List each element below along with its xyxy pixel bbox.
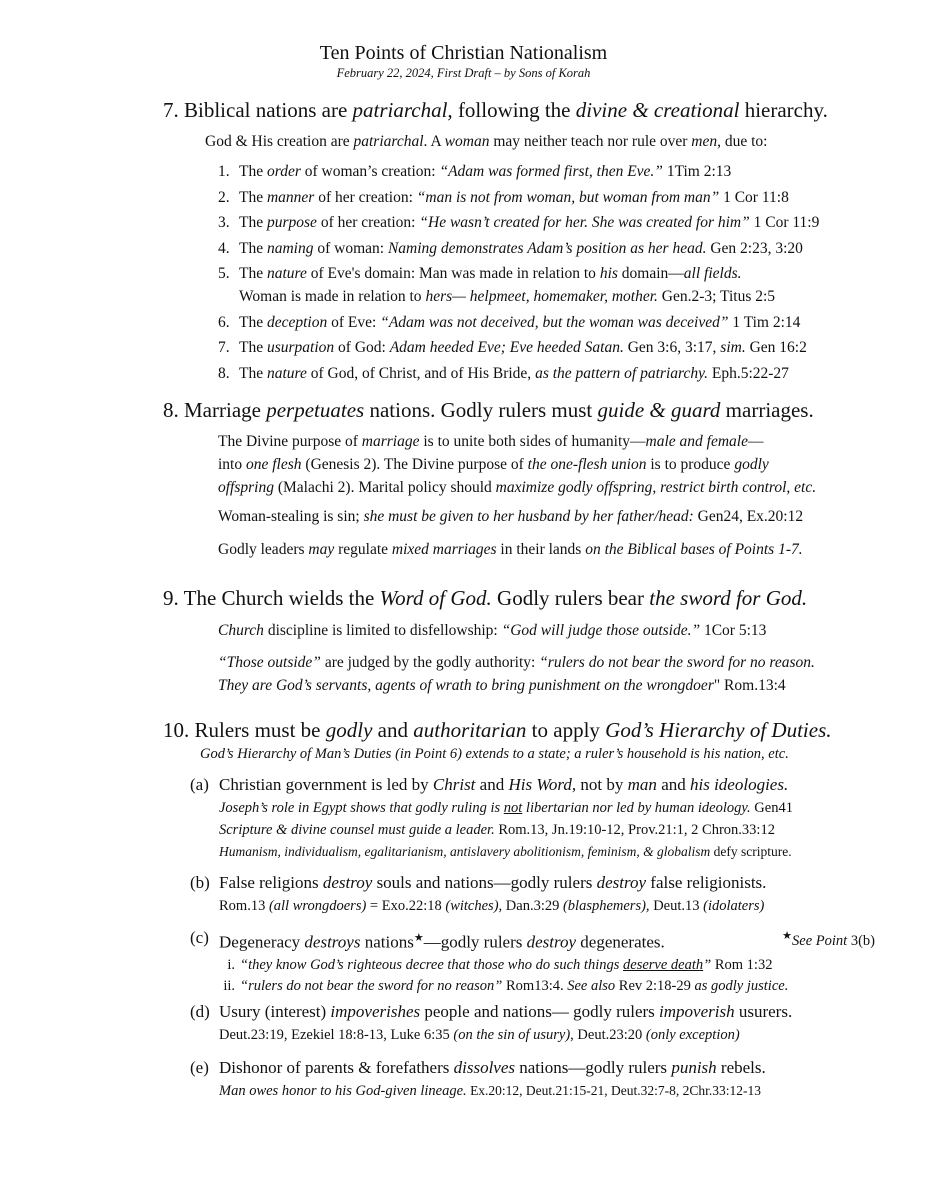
paragraph-line — [218, 651, 815, 674]
emph: See also — [567, 977, 616, 994]
item-number: 1. — [218, 163, 230, 180]
quote: “rulers do not bear the sword for no reason” — [240, 977, 503, 994]
item-text: of Eve's domain: Man was made in relation to — [306, 265, 600, 282]
quote: “rulers do not bear the sword for no reason. — [539, 654, 815, 671]
emph: may — [308, 541, 335, 558]
quote: “God will judge those outside.” — [501, 622, 701, 639]
emph: one flesh — [246, 456, 302, 473]
point-7-heading-emph: patriarchal, — [352, 98, 453, 122]
document-title: Ten Points of Christian Nationalism — [319, 42, 608, 64]
item-sub-line — [219, 895, 766, 917]
quote: “Those outside” — [218, 654, 321, 671]
item-emph: usurpation — [266, 339, 335, 356]
item-emph: all fields. — [683, 265, 742, 282]
item-text: The — [239, 364, 267, 382]
point-9-heading-emph: Word of God. — [379, 586, 492, 610]
point-10-heading-text: to apply — [526, 718, 606, 742]
reference: Deut.13 — [649, 898, 704, 914]
point-8-heading — [163, 398, 814, 423]
reference: " Rom.13:4 — [713, 677, 786, 694]
item-text: domain— — [617, 265, 684, 282]
item-main-line — [219, 773, 793, 797]
emph: destroy — [322, 873, 373, 892]
item-number: 8. — [218, 364, 230, 382]
roman-label: i. — [227, 956, 235, 973]
intro-emph: patriarchal — [353, 133, 424, 150]
text: Woman-stealing is sin; — [218, 508, 364, 525]
emph: His Word, — [508, 775, 577, 794]
item-emph: Adam heeded Eve; Eve heeded Satan. — [389, 339, 624, 356]
text: Christian government is led by — [219, 775, 433, 794]
point-9-paragraph — [218, 651, 815, 697]
roman-label: ii. — [223, 977, 235, 994]
list-item — [218, 362, 838, 385]
emph: destroys — [304, 932, 361, 952]
emph: punish — [671, 1058, 717, 1077]
text: — — [747, 433, 764, 450]
item-emph: deception — [266, 313, 328, 331]
point-7-heading-text: hierarchy. — [739, 98, 828, 122]
point-9-heading — [163, 586, 807, 611]
list-item — [218, 336, 838, 359]
item-main-line — [219, 1000, 792, 1024]
emph: mixed marriages — [391, 541, 497, 558]
emph-underlined: not — [503, 800, 523, 816]
reference: Rom.13, Jn.19:10-12, Prov.21:1, 2 Chron.33:12 — [494, 822, 775, 838]
reference: Rom.13 — [219, 898, 269, 914]
emph: (all wrongdoers) — [268, 898, 367, 914]
roman-item — [219, 955, 870, 976]
emph: impoverish — [659, 1002, 735, 1021]
text: regulate — [334, 541, 392, 558]
point-10-heading-text: 10. Rulers must be — [163, 718, 326, 742]
text: not by — [576, 775, 628, 794]
item-main-line — [219, 926, 870, 955]
item-label: (b) — [190, 873, 210, 892]
paragraph-line — [218, 453, 816, 476]
item-text: The — [239, 163, 267, 180]
item-quote: “man is not from woman, but woman from man” — [416, 188, 720, 206]
intro-emph: men — [691, 133, 718, 150]
text: and — [656, 775, 690, 794]
text: is to unite both sides of humanity— — [419, 433, 646, 450]
document-subtitle: February 22, 2024, First Draft – by Sons of Korah — [336, 66, 591, 80]
reference: , Deut.23:20 — [570, 1027, 646, 1043]
item-reference: 1 Cor 11:8 — [719, 188, 789, 206]
item-label: (e) — [190, 1058, 209, 1077]
emph: Joseph’s role in Egypt shows that godly ruling is — [219, 800, 504, 816]
item-reference: Gen.2-3; Titus 2:5 — [657, 288, 776, 305]
emph: male and female — [645, 433, 748, 450]
point-8-heading-emph: guide & guard — [597, 398, 721, 422]
point-7-list — [218, 160, 838, 387]
text: nations — [360, 932, 414, 952]
item-text: of God, of Christ, and of His Bride, — [306, 364, 536, 382]
item-label: (c) — [190, 928, 209, 947]
reference: Ex.20:12, Deut.21:15-21, Deut.32:7-8, 2Chr.33:12-13 — [466, 1083, 762, 1098]
item-emph: manner — [266, 188, 315, 206]
item-text: The — [239, 239, 267, 257]
item-reference: Gen 16:2 — [745, 339, 807, 356]
emph: dissolves — [453, 1058, 516, 1077]
point-9-line-discipline — [218, 619, 766, 642]
list-item — [218, 311, 838, 334]
point-7-heading — [163, 98, 828, 123]
item-reference: Gen 2:23, 3:20 — [706, 239, 803, 257]
item-emph: sim. — [720, 339, 746, 356]
item-reference: 1 Cor 11:9 — [749, 214, 820, 231]
text: usurers. — [734, 1002, 793, 1021]
item-text: The — [239, 339, 267, 356]
quote: “they know God’s righteous decree that those who do such things — [240, 956, 624, 973]
list-item — [218, 160, 838, 183]
intro-text: may neither teach nor rule over — [489, 133, 692, 150]
item-quote: “He wasn’t created for her. She was created for him” — [419, 214, 750, 231]
star-icon: ★ — [782, 930, 793, 942]
item-emph: hers— helpmeet, homemaker, mother. — [425, 288, 658, 305]
emph: destroy — [596, 873, 647, 892]
emph: maximize godly offspring, restrict birth control, etc. — [495, 479, 817, 496]
item-sub-line — [219, 819, 793, 841]
emph: as godly justice. — [694, 977, 789, 994]
text: rebels. — [716, 1058, 766, 1077]
item-main-line — [219, 1056, 766, 1080]
emph: marriage — [361, 433, 420, 450]
item-emph: order — [266, 163, 301, 180]
point-10-item-a — [190, 773, 870, 863]
emph: on the Biblical bases of Points 1-7. — [585, 541, 803, 558]
text: Degeneracy — [219, 932, 305, 952]
emph: impoverishes — [330, 1002, 421, 1021]
reference: Rom13:4. — [502, 977, 568, 994]
item-quote: “Adam was formed first, then Eve.” — [439, 163, 663, 180]
point-10-item-e — [190, 1056, 870, 1102]
point-8-heading-text: nations. Godly rulers must — [364, 398, 598, 422]
emph: libertarian nor led by human ideology. — [522, 800, 751, 816]
emph: (only exception) — [645, 1027, 740, 1043]
text: degenerates. — [576, 932, 665, 952]
item-number: 3. — [218, 214, 230, 231]
emph: his ideologies. — [689, 775, 789, 794]
point-10-heading — [163, 718, 832, 743]
item-number: 6. — [218, 313, 230, 331]
item-emph: as the pattern of patriarchy. — [535, 364, 708, 382]
point-7-heading-text: following the — [452, 98, 576, 122]
item-emph: his — [599, 265, 618, 282]
item-reference: Eph.5:22-27 — [708, 364, 789, 382]
text: (Genesis 2). The Divine purpose of — [301, 456, 528, 473]
reference: Gen24, Ex.20:12 — [693, 508, 804, 525]
point-8-heading-text: marriages. — [720, 398, 814, 422]
roman-item — [219, 976, 870, 997]
text: people and nations— godly rulers — [420, 1002, 660, 1021]
item-text: of God: — [334, 339, 390, 356]
reference: Dan.3:29 — [502, 898, 563, 914]
emph: Man owes honor to his God-given lineage. — [219, 1083, 467, 1099]
text: false religionists. — [646, 873, 767, 892]
list-item — [218, 262, 838, 308]
item-number: 2. — [218, 188, 230, 206]
reference: 1Cor 5:13 — [700, 622, 767, 639]
reference: Gen41 — [750, 800, 793, 816]
quote: They are God’s servants, agents of wrath to bring punishment on the wrongdoer — [218, 677, 714, 694]
point-10-item-d — [190, 1000, 870, 1046]
point-8-heading-emph: perpetuates — [266, 398, 365, 422]
intro-text: , due to: — [717, 133, 768, 150]
list-item — [218, 237, 838, 260]
text: False religions — [219, 873, 323, 892]
emph: See Point — [792, 932, 848, 949]
item-sub-line — [219, 1080, 766, 1102]
item-reference: 1Tim 2:13 — [662, 163, 732, 180]
item-label: (d) — [190, 1002, 210, 1021]
text: The Divine purpose of — [218, 433, 362, 450]
point-7-heading-text: 7. Biblical nations are — [163, 98, 353, 122]
item-number: 7. — [218, 339, 230, 356]
point-9-heading-emph: the sword for God. — [649, 586, 808, 610]
list-item — [218, 186, 838, 209]
point-10-item-c — [190, 926, 875, 997]
point-7-heading-emph: divine & creational — [575, 98, 740, 122]
text: discipline is limited to disfellowship: — [263, 622, 502, 639]
text: in their lands — [496, 541, 586, 558]
point-9-heading-text: 9. The Church wields the — [163, 586, 380, 610]
item-emph: nature — [266, 364, 307, 382]
item-text: The — [239, 188, 267, 206]
emph: Christ — [432, 775, 476, 794]
star-icon: ★ — [413, 932, 424, 944]
item-quote: Naming demonstrates Adam’s position as her head. — [387, 239, 707, 257]
point-10-heading-emph: God’s Hierarchy of Duties. — [605, 718, 832, 742]
item-main-line — [219, 871, 766, 895]
quote-underlined: deserve death — [623, 956, 704, 973]
item-emph: naming — [266, 239, 314, 257]
point-7-intro — [205, 130, 768, 153]
point-9-heading-text: Godly rulers bear — [491, 586, 650, 610]
item-number: 5. — [218, 265, 230, 282]
item-reference: 1 Tim 2:14 — [728, 313, 801, 331]
intro-emph: woman — [444, 133, 490, 150]
emph: (on the sin of usury) — [453, 1027, 571, 1043]
item-text: The — [239, 313, 267, 331]
point-8-heading-text: 8. Marriage — [163, 398, 267, 422]
emph: destroy — [526, 932, 577, 952]
reference: Deut.23:19, Ezekiel 18:8-13, Luke 6:35 — [219, 1027, 454, 1043]
item-text: of woman: — [313, 239, 388, 257]
emph: (witches), — [445, 898, 503, 914]
quote: ” — [703, 956, 712, 973]
item-quote: “Adam was not deceived, but the woman was deceived” — [380, 313, 729, 331]
text: defy scripture. — [710, 844, 792, 859]
point-10-heading-emph: authoritarian — [413, 718, 527, 742]
item-reference: Gen 3:6, 3:17, — [623, 339, 721, 356]
paragraph-line — [218, 476, 816, 499]
text: Dishonor of parents & forefathers — [219, 1058, 454, 1077]
point-10-heading-emph: godly — [325, 718, 373, 742]
paragraph-line — [218, 430, 816, 453]
point-8-paragraph — [218, 430, 816, 499]
text: —godly rulers — [423, 932, 527, 952]
emph: offspring — [218, 479, 274, 496]
item-text: of her creation: — [314, 188, 417, 206]
emph: Church — [218, 622, 264, 639]
emph: Scripture & divine counsel must guide a leader. — [219, 822, 495, 838]
text: and — [475, 775, 509, 794]
text: souls and nations—godly rulers — [372, 873, 597, 892]
intro-text: God & His creation are — [205, 133, 354, 150]
point-10-heading-text: and — [372, 718, 414, 742]
text: into — [218, 456, 246, 473]
emph: she must be given to her husband by her father/head: — [363, 508, 694, 525]
text: 3(b) — [847, 932, 875, 949]
emph: (idolaters) — [703, 898, 765, 914]
emph: (blasphemers), — [562, 898, 650, 914]
list-item — [218, 211, 838, 234]
see-point-note — [782, 929, 875, 950]
emph: Humanism, individualism, egalitarianism, antislavery abolitionism, feminism, & globalism — [219, 844, 711, 859]
intro-text: . A — [423, 133, 445, 150]
point-10-note: God’s Hierarchy of Man’s Duties (in Point 6) extends to a state; a ruler’s household is his nation, etc. — [200, 746, 789, 762]
emph: the one-flesh union — [527, 456, 647, 473]
text: are judged by the godly authority: — [320, 654, 540, 671]
item-emph: purpose — [266, 214, 317, 231]
emph: man — [627, 775, 657, 794]
paragraph-line — [218, 674, 815, 697]
item-text: Woman is made in relation to — [239, 288, 426, 305]
item-label: (a) — [190, 775, 209, 794]
reference: Rom 1:32 — [711, 956, 773, 973]
text: nations—godly rulers — [515, 1058, 672, 1077]
item-sub-line — [219, 1024, 792, 1046]
item-text: of Eve: — [327, 313, 381, 331]
point-8-line-woman-stealing — [218, 505, 803, 528]
point-10-item-b — [190, 871, 870, 917]
item-text: The — [239, 265, 267, 282]
point-8-line-mixed-marriages — [218, 538, 803, 561]
item-emph: nature — [266, 265, 307, 282]
item-text: of her creation: — [316, 214, 420, 231]
item-text: The — [239, 214, 267, 231]
item-sub-line — [219, 841, 793, 863]
item-text: of woman’s creation: — [300, 163, 440, 180]
reference: Rev 2:18-29 — [615, 977, 695, 994]
text: Godly leaders — [218, 541, 309, 558]
emph: godly — [734, 456, 769, 473]
item-number: 4. — [218, 239, 230, 257]
item-sub-line — [219, 797, 793, 819]
text: Usury (interest) — [219, 1002, 331, 1021]
text: is to produce — [646, 456, 735, 473]
text: (Malachi 2). Marital policy should — [273, 479, 496, 496]
reference: = Exo.22:18 — [366, 898, 446, 914]
